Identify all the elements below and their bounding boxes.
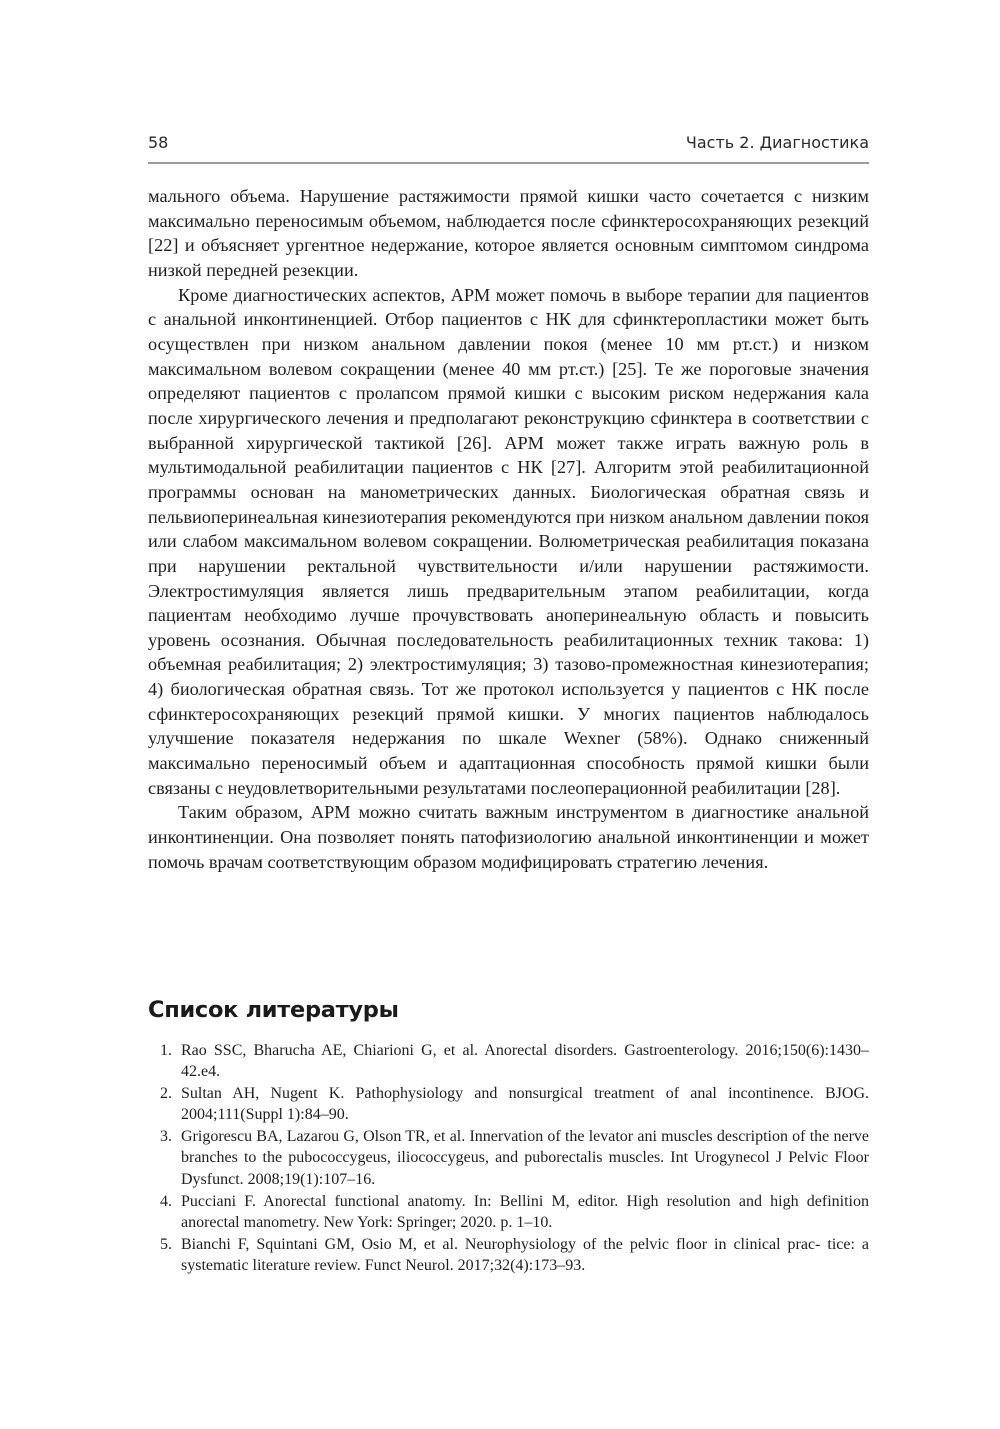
reference-text: Grigorescu BA, Lazarou G, Olson TR, et al. Innervation of the levator ani muscles description of the nerve branches to the pubococcygeus, iliococcygeus, and puborectalis muscles. Int Urogynecol J Pelvic Floor Dysfunct. 2008;19(1):107–16. [181, 1128, 869, 1188]
header-rule [148, 162, 869, 164]
reference-number: 1. [160, 1042, 172, 1059]
references-heading: Список литературы [148, 997, 399, 1023]
reference-item [148, 1040, 869, 1083]
reference-item [148, 1191, 869, 1234]
page-number: 58 [148, 133, 169, 152]
body-text [148, 184, 869, 874]
reference-number: 5. [160, 1235, 172, 1253]
running-header [148, 133, 869, 157]
reference-number: 4. [160, 1192, 172, 1210]
reference-item [148, 1234, 869, 1277]
reference-item [148, 1126, 869, 1190]
reference-item [148, 1083, 869, 1126]
reference-number: 3. [160, 1128, 172, 1146]
reference-text: Rao SSC, Bharucha AE, Chiarioni G, et al. Anorectal disorders. Gastroenterology. 2016;150(6):1430–42.e4. [181, 1042, 869, 1081]
reference-text: Bianchi F, Squintani GM, Osio M, et al. Neurophysiology of the pelvic floor in clinical prac- tice: a systematic literature review. Funct Neurol. 2017;32(4):173–93. [181, 1235, 869, 1274]
references-list [148, 1040, 869, 1277]
chapter-title: Часть 2. Диагностика [685, 133, 869, 152]
paragraph: Таким образом, АРМ можно считать важным инструментом в диагностике анальной инконтиненции. Она позволяет понять патофизиологию анальной инконтиненции и может помочь врачам соответствующим образом модифицировать стратегию лечения. [148, 802, 869, 872]
paragraph: мального объема. Нарушение растяжимости прямой кишки часто сочетается с низким максимально переносимым объемом, наблюдается после сфинктеросохраняющих резекций [22] и объясняет ургентное недержание, которое является основным симптомом синдрома низкой передней резекции. [148, 186, 869, 280]
reference-text: Sultan AH, Nugent K. Pathophysiology and nonsurgical treatment of anal incontinence. BJOG. 2004;111(Suppl 1):84–90. [181, 1085, 869, 1124]
paragraph: Кроме диагностических аспектов, АРМ может помочь в выборе терапии для пациентов с анальной инконтиненцией. Отбор пациентов с НК для сфинктеропластики может быть осуществлен при низком анальном давлении покоя (менее 10 мм рт.ст.) и низком максимальном волевом сокращении (менее 40 мм рт.ст.) [25]. Те же пороговые значения определяют пациентов с пролапсом прямой кишки с высоким риском недержания кала после хирургического лечения и предполагают реконструкцию сфинктера в соответствии с выбранной хирургической тактикой [26]. АРМ может также играть важную роль в мультимодальной реабилитации пациентов с НК [27]. Алгоритм этой реабилитационной программы основан на манометрических данных. Биологическая обратная связь и пельвиоперинеальная кинезиотерапия рекомендуются при низком анальном давлении покоя или слабом максимальном волевом сокращении. Волюметрическая реабилитация показана при нарушении ректальной чувствительности и/или нарушении растяжимости. Электростимуляция является лишь предварительным этапом реабилитации, когда пациентам необходимо лучше прочувствовать аноперинеальную область и повысить уровень осознания. Обычная последовательность реабилитационных техник такова: 1) объемная реабилитация; 2) электростимуляция; 3) тазово-промежностная кинезиотерапия; 4) биологическая обратная связь. Тот же протокол используется у пациентов с НК после сфинктеросохраняющих резекций прямой кишки. У многих пациентов наблюдалось улучшение показателя недержания по шкале Wexner (58%). Однако сниженный максимально переносимый объем и адаптационная способность прямой кишки были связаны с неудовлетворительными результатами послеоперационной реабилитации [28]. [148, 284, 869, 798]
reference-text: Pucciani F. Anorectal functional anatomy. In: Bellini M, editor. High resolution and high definition anorectal manometry. New York: Springer; 2020. p. 1–10. [181, 1192, 869, 1231]
reference-number: 2. [160, 1085, 172, 1103]
